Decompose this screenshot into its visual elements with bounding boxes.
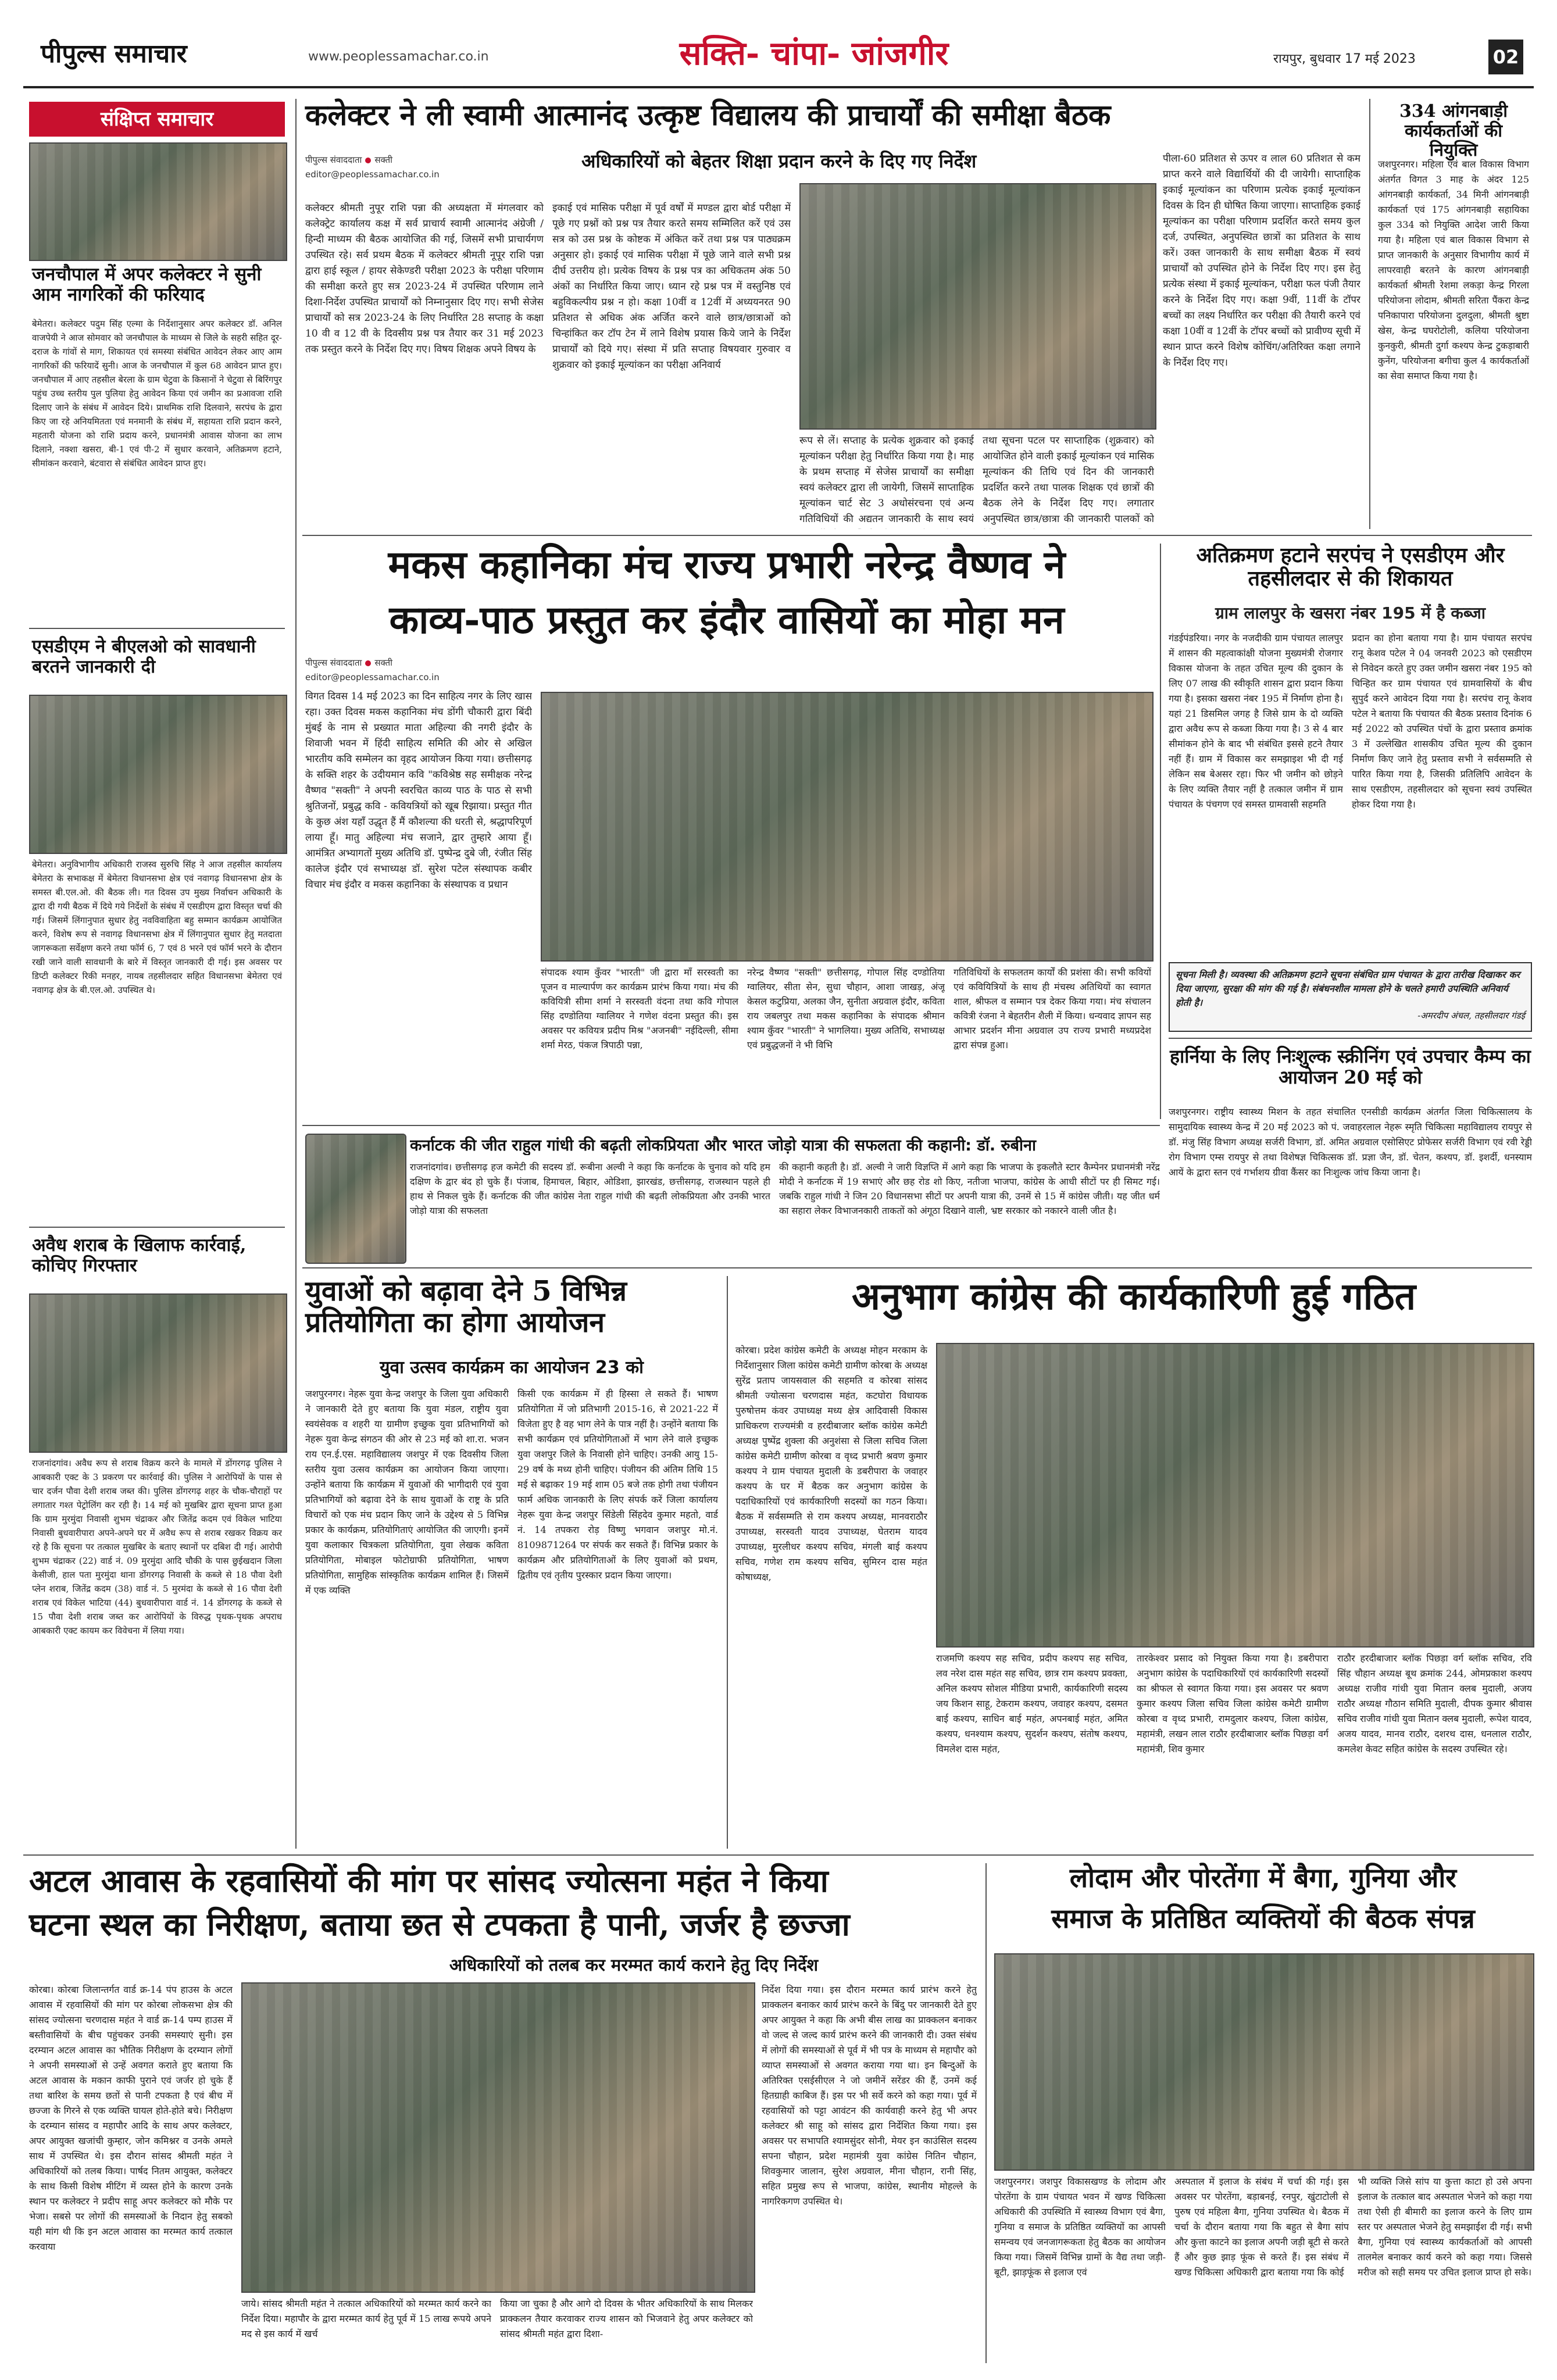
lead-col-4: तथा सूचना पटल पर साप्ताहिक (शुक्रवार) को आयोजित होने वाली इकाई मूल्यांकन एवं मासिक मूल्यांकन की तिथि एवं दिन की जानकारी प्रदर्शित करने तथा पालक शिक्षक एवं छात्रों की बैठक लेने के निर्देश दिए गए। लगातार अनुपस्थित छात्र/छात्रा की जानकारी पालकों को — [983, 435, 1154, 525]
lead-email[interactable]: editor@peoplessamachar.co.in — [305, 169, 440, 180]
congress-caption-1: राजमणि कश्यप सह सचिव, प्रदीप कश्यप सह सचिव, लव नरेश दास महंत सह सचिव, छात्र राम कश्यप प्रवक्ता, अनिल कश्यप सोशल मीडिया प्रभारी, कार्यकारिणी सदस्य जय किशन साहू, टेकराम कश्यप, जवाहर कश्यप, दसमत बाई कश्यप, साधिन बाई महंत, अपनबाई महंत, अमित कश्यप, धनश्याम कश्यप, सुदर्शन कश्यप, संतोष कश्यप, विमलेश दास महंत, — [936, 1653, 1128, 1754]
atal-photo — [241, 1982, 755, 2293]
youth-col-1: जशपुरनगर। नेहरू युवा केन्द्र जशपुर के जिला युवा अधिकारी ने जानकारी देते हुए बताया कि युवा मंडल, राष्ट्रीय युवा स्वयंसेवक व शहरी या ग्रामीण इच्छुक युवा प्रतिभागियों को नेहरू युवा केन्द्र संगठन की ओर से 23 मई को शा.रा. भजन राय एन.ई.एस. महाविद्यालय जशपुर में एक दिवसीय जिला स्तरीय युवा उत्सव कार्यक्रम का आयोजन किया जाएगा। उन्होंने बताया कि कार्यक्रम में युवाओं की भागीदारी एवं युवा प्रतिभागियों को बढ़ावा देने के साथ युवाओं के राष्ट्र के प्रति विचारों को एक मंच प्रदान किए जाने के उद्देश्य से 5 विभिन्न प्रकार के कार्यक्रम, प्रतियोगिताएं आयोजित की जाएगी। इनमें युवा कलाकार चित्रकला प्रतियोगिता, युवा लेखक कविता प्रतियोगिता, मोबाइल फोटोग्राफी प्रतियोगिता, भाषण प्रतियोगिता, सामुहिक सांस्कृतिक कार्यक्रम शामिल हैं। जिसमें में एक व्यक्ति — [305, 1388, 509, 1596]
atal-col-2: निर्देश दिया गया। इस दौरान मरम्मत कार्य प्रारंभ करने हेतु प्राक्कलन बनाकर कार्य प्रारंभ करने के बिंदु पर जानकारी देते हुए अपर आयुक्त ने कहा कि अभी बीस लाख का प्राक्कलन बनाकर वो जल्द से जल्द कार्य प्रारंभ करने की जानकारी दी। उक्त संबंध में लोगों की समस्याओं से पूर्व में भी पत्र के माध्यम से महापौर को व्याप्त समस्याओं से अवगत कराया गया था। इन बिन्दुओं के अतिरिक्त एसईसीएल ने जो जमीनें सरेंडर की हैं, उनमें कई हितग्राही काबिज हैं। इस पर भी सर्वे करने को कहा गया। पूर्व में रहवासियों को पट्टा आवंटन की कार्यवाही करने हेतु भी अपर कलेक्टर श्री साहू को सांसद द्वारा निर्देशित किया गया। इस अवसर पर सभापति श्यामसुंदर सोनी, मेयर इन काउंसिल सदस्य सपना चौहान, प्रदेश महामंत्री युवा कांग्रेस नितिन चौहान, शिवकुमार जालान, सुरेश अग्रवाल, मीना चौहान, रानी सिंह, सहित प्रमुख रूप से भाजपा, कांग्रेस, स्थानीय मोहल्ले के नागरिकगण उपस्थित थे। — [762, 1984, 977, 2207]
feature-caption-3: गतिविधियों के सफलतम कार्यों की प्रशंसा की। सभी कवियों एवं कवियित्रियों के साथ ही मंचस्थ अतिथियों का स्वागत शाल, श्रीफल व सम्मान पत्र देकर किया गया। मंच संचालन कवित्री रंजना ने बेहतरीन शैली में किया। धन्यवाद ज्ञापन सह आभार प्रदर्शन मीना अग्रवाल उप राज्य प्रभारी मध्यप्रदेश द्वारा संपन्न हुआ। — [954, 967, 1151, 1050]
karnataka-col-2: की कहानी कहती है। डॉ. अल्वी ने जारी विज्ञप्ति में आगे कहा कि भाजपा के इकलौते स्टार कैम्पेनर प्रधानमंत्री नरेंद्र मोदी ने कर्नाटक में 19 सभाएं और छह रोड शो किए, नतीजा भाजपा, कांग्रेस के आधी सीटों पर ही सिमट गई। जबकि राहुल गांधी ने जिन 20 विधानसभा सीटों पर अपनी यात्रा की, उनमें से 15 में कांग्रेस जीती। यह जीत धर्म का सहारा लेकर विभाजनकारी ताकतों को अंगूठा दिखाने वाली, भ्रष्ट सरकार को नकारने वाली जीत है। — [779, 1162, 1160, 1216]
lodam-photo — [994, 1953, 1534, 2171]
congress-caption-2: तारकेश्वर प्रसाद को नियुक्त किया गया है। डबरीपारा अनुभाग कांग्रेस के पदाधिकारियों एवं कार्यकारिणी सदस्यों का श्रीफल से स्वागत किया गया। इस अवसर पर श्रवण कुमार कश्यप जिला सचिव जिला कांग्रेस कमेटी ग्रामीण कोरबा व वृध्द प्रभारी, रामदुलार कश्यप, जिला कांग्रेस, महामंत्री, लखन लाल राठौर हरदीबाजार ब्लॉक पिछड़ा वर्ग महामंत्री, शिव कुमार — [1137, 1653, 1329, 1754]
youth-col-2: किसी एक कार्यक्रम में ही हिस्सा ले सकते हैं। भाषण प्रतियोगिता में जो प्रतिभागी 2015-16, से 2021-22 में विजेता हुए है वह भाग लेने के पात्र नहीं है। उन्होंने बताया कि सभी कार्यक्रम एवं प्रतियोगिताओं में भाग लेने वाले इच्छुक युवा जशपुर जिले के निवासी होने चाहिए। उनकी आयु 15-29 वर्ष के मध्य होनी चाहिए। पंजीयन की अंतिम तिथि 15 मई से बढ़ाकर 19 मई शाम 05 बजे तक होगी तथा पंजीयन फार्म अधिक जानकारी के लिए संपर्क करें जिला कार्यालय नेहरू युवा केन्द्र जशपुर सिंडेली सिंहदेव कुमार महतो, वार्ड नं. 14 तपकरा रोड़ विष्णु भगवान जशपुर मो.नं. 8109871264 पर संपर्क कर सकते हैं। विभिन्न प्रकार के कार्यक्रम और प्रतियोगिताओं के लिए युवाओं को प्रथम, द्वितीय एवं तृतीय पुरस्कार प्रदान किया जाएगा। — [517, 1388, 718, 1581]
lead-place: सक्ती — [374, 155, 393, 165]
masthead-logo[interactable] — [41, 35, 285, 76]
brief-photo-3 — [29, 1293, 287, 1453]
feature-headline-line2: काव्य-पाठ प्रस्तुत कर इंदौर वासियों का मोहा मन — [389, 597, 1065, 642]
feature-photo — [541, 692, 1154, 962]
lead-photo — [799, 183, 1156, 430]
brief-photo-1 — [29, 142, 287, 261]
lodam-headline-line1: लोदाम और पोरतेंगा में बैगा, गुनिया और — [1069, 1862, 1457, 1893]
lodam-headline-line2: समाज के प्रतिष्ठित व्यक्तियों की बैठक संपन्न — [1051, 1903, 1475, 1934]
website[interactable]: www.peoplessamachar.co.in — [308, 49, 489, 64]
page-number: 02 — [1488, 40, 1523, 74]
brief-2-body: बेमेतरा। अनुविभागीय अधिकारी राजस्व सुरुचि सिंह ने आज तहसील कार्यालय बेमेतरा के सभाकक्ष में बेमेतरा विधानसभा क्षेत्र एवं नवागढ़ विधानसभा क्षेत्र के समस्त बी.एल.ओ. की बैठक ली। गत दिवस उप मुख्य निर्वाचन अधिकारी के द्वारा दी गयी बैठक में दिये गये निर्देशों के संबंध में एसडीएम द्वारा विस्तृत चर्चा की गई। जिसमें लिंगानुपात सुधार हेतु नवविवाहिता बहु सम्मान कार्यक्रम आयोजित करने, विशेष रूप से नवागढ़ विधानसभा क्षेत्र में लिंगानुपात सुधार हेतु मतदाता जागरूकता सर्वेक्षण करने तथा फॉर्म 6, 7 एवं 8 भरने एवं फॉर्म भरने के दौरान रखी जाने वाली सावधानी के बारे में विस्तृत जानकारी दी गई। इस अवसर पर डिप्टी कलेक्टर रिकी मनहर, नायब तहसीलदार सहित विधानसभा बेमेतरा एवं नवागढ़ क्षेत्र के बी.एल.ओ. उपस्थित थे। — [32, 859, 282, 995]
lead-col-2: इकाई एवं मासिक परीक्षा में पूर्व वर्षों में मण्डल द्वारा बोर्ड परीक्षा में पूछे गए प्रश्नों को प्रश्न पत्र तैयार करते समय सम्मिलित करें एवं उस सत्र को उस प्रश्न के कोष्टक में अंकित करें तथा प्रश्न पत्र पाठ्यक्रम अनुसार हो। इकाई एवं मासिक परीक्षा में पूछे जाने वाले सभी प्रश्न दीर्घ उत्तरीय हो। प्रत्येक विषय के प्रश्न पत्र का अधिकतम अंक 50 अंकों का निर्धारित किया जाए। ध्यान रहे प्रश्न पत्र में वस्तुनिष्ठ एवं बहुविकल्पीय प्रश्न न हो। कक्षा 10वीं व 12वीं में अध्ययनरत 90 प्रतिशत से अधिक अंक अर्जित करने वाले छात्र/छात्राओं को चिन्हांकित कर टॉप टेन में लाने विशेष प्रयास किये जाने के निर्देश प्राचार्यों को दिये गए। संस्था में प्रति सप्ताह विषयवार गुरुवार व शुक्रवार को इकाई मूल्यांकन का परीक्षा अनिवार्य — [552, 202, 791, 371]
hernia-headline: हार्निया के लिए निःशुल्क स्क्रीनिंग एवं उपचार कैम्प का आयोजन 20 मई को — [1170, 1045, 1531, 1088]
rubina-photo — [305, 1134, 406, 1264]
brief-photo-2 — [29, 695, 287, 854]
lead-headline: कलेक्टर ने ली स्वामी आत्मानंद उत्कृष्ट विद्यालय की प्राचार्यों की समीक्षा बैठक — [305, 98, 1111, 132]
brief-news-tab: संक्षिप्त समाचार — [29, 102, 285, 137]
lodam-col-1: जशपुरनगर। जशपुर विकासखण्ड के लोदाम और पोरतेंगा के ग्राम पंचायत भवन में खण्ड चिकित्सा अधिकारी की उपस्थिति में स्वास्थ्य विभाग एवं बैगा, गुनिया व समाज के प्रतिष्ठित व्यक्तियों का आपसी समन्वय एवं जनजागरूकता हेतु बैठक का आयोजन किया गया। जिसमें विभिन्न ग्रामों के वैद्य तथा जड़ी-बूटी, झाड़फूंक से इलाज एवं — [994, 2176, 1166, 2278]
header-rule — [23, 86, 1534, 88]
lodam-col-3: भी व्यक्ति जिसे सांप या कुत्ता काटा हो उसे अपना इलाज के तत्काल बाद अस्पताल भेजने को कहा गया तथा ऐसी ही बीमारी का इलाज करने के लिए ग्राम स्तर पर अस्पताल भेजने हेतु समझाईश दी गई। सभी बैगा, गुनिया एवं स्वास्थ्य कार्यकर्ताओं को आपसी तालमेल बनाकर कार्य करने को कहा गया। जिससे मरीज को सही समय पर उचित इलाज प्राप्त हो सके। — [1358, 2176, 1532, 2278]
encroach-subhead: ग्राम लालपुर के खसरा नंबर 195 में है कब्जा — [1215, 603, 1485, 623]
brief-3-body: राजनांदगांव। अवैध रूप से शराब विक्रय करने के मामले में डोंगरगढ़ पुलिस ने आबकारी एक्ट के 3 प्रकरण पर कार्रवाई की। पुलिस ने आरोपियों के पास से चार दर्जन पौवा देशी शराब जब्त की। पुलिस डोंगरगढ़ शहर के चौक-चौराहों पर लगातार गश्त पेट्रोलिंग कर रही है। 14 मई को मुखबिर द्वारा सूचना प्राप्त हुआ कि ग्राम मुरमुंदा निवासी शुभम चंद्राकर और जितेंद्र कदम एवं विकेल भाटिया निवासी बुधवारीपारा अपने-अपने घर में अवैध रूप से शराब रखकर विक्रय कर रहे है कि सूचना पर तत्काल मुखबिर के बताए स्थानों पर दबिश दी गई। आरोपी शुभम चंद्राकर (22) वार्ड नं. 09 मुरमुंदा आदि चौकी के पास छुईखदान जिला केसीजी, हाल पता मुरमुंदा थाना डोंगरगढ़ निवासी के कब्जे से 18 पौवा देशी प्लेन शराब, जितेंद्र कदम (38) वार्ड नं. 5 मुरमंदा के कब्जे से 16 पौवा देशी शराब एवं विकेल भाटिया (44) बुधवारीपारा वार्ड नं. 14 डोंगरगढ़ के कब्जे से 15 पौवा देशी शराब जब्त कर आरोपियों के विरुद्ध पृथक-पृथक अपराध आबकारी एक्ट कायम कर विवेचना में लिया गया। — [32, 1458, 282, 1636]
section-title: सक्ति- चांपा- जांजगीर — [679, 34, 949, 73]
logo-text: पीपुल्स समाचार — [41, 39, 187, 69]
lead-subhead: अधिकारियों को बेहतर शिक्षा प्रदान करने के दिए गए निर्देश — [581, 150, 977, 172]
lead-byline-block — [305, 154, 561, 180]
atal-headline-line2: घटना स्थल का निरीक्षण, बताया छत से टपकता है पानी, जर्जर है छज्जा — [29, 1906, 850, 1943]
tehsildar-note-sign: -अमरदीप अंचल, तहसीलदार गंडई — [1417, 1010, 1525, 1021]
feature-byline: पीपुल्स संवाददाता — [305, 657, 362, 668]
youth-headline: युवाओं को बढ़ावा देने 5 विभिन्न प्रतियोगिता का होगा आयोजन — [305, 1275, 627, 1339]
brief-1-body: बेमेतरा। कलेक्टर पदुम सिंह एल्मा के निर्देशानुसार अपर कलेक्टर डॉ. अनिल वाजपेयी ने आज सोमवार को जनचौपाल के माध्यम से जिले के सहरी सहित दूर-दराज के गांवों से माग, शिकायत एवं समस्या संबंधित आवेदन लेकर आए आम नागरिकों की फरियादें सुनी। आज के जनचौपाल में कुल 68 आवेदन प्राप्त हुए। जनचौपाल में आए तहसील बेरला के ग्राम चेटुवा के किसानों ने चेटुवा से बिरिंगपुर पहुंच उच्च स्तरीय पुल पुलिया हेतु आवेदन किया एवं जमीन का प्रआवजा राशि दिलाए जाने के संबंध में आवेदन दिये। प्राथमिक राशि दिलवाने, सरपंच के द्वारा किए जा रहे अनियमितता एवं मनमानी के संबंध में, सहायता राशि प्रदान करने, महतारी योजना को राशि प्रदाय करने, प्रधानमंत्री आवास योजना का लाभ दिलाने, नक्शा खसरा, बी-1 एवं पी-2 में सुधार करवाने, अतिक्रमण हटाने, सीमांकन करवाने, बंटवारा से संबंधित आवेदन प्राप्त हुए। — [32, 319, 282, 469]
feature-email[interactable]: editor@peoplessamachar.co.in — [305, 672, 440, 682]
anganbadi-body: जशपुरनगर। महिला एवं बाल विकास विभाग अंतर्गत विगत 3 माह के अंदर 125 आंगनबाड़ी कार्यकर्ता, 34 मिनी आंगनबाड़ी कार्यकर्ता एवं 175 आंगनबाड़ी सहायिका कुल 334 को नियुक्ति आदेश जारी किया गया है। महिला एवं बाल विकास विभाग से प्राप्त जानकारी के अनुसार विभागीय कार्य में लापरवाही बरतने के कारण आंगनबाड़ी कार्यकर्ता श्रीमती रेशमा लकड़ा केन्द्र गिरला परियोजना लोदाम, श्रीमती सरिता पैंकरा केन्द्र पनिकापारा परियोजना दुलदुला, श्रीमती श्रुष्टा खेस, केन्द्र घघरोटोली, कलिया परियोजना कुनकुरी, श्रीमती दुर्गा कश्यप केन्द्र टुकड़ाबारी कुनेंग, परियोजना बगीचा कुल 4 कार्यकर्ताओं का सेवा समाप्त किया गया है। — [1378, 159, 1529, 381]
atal-subhead: अधिकारियों को तलब कर मरम्मत कार्य कराने हेतु दिए निर्देश — [449, 1955, 819, 1975]
congress-headline: अनुभाग कांग्रेस की कार्यकारिणी हुई गठित — [851, 1275, 1416, 1318]
tehsildar-note-text: सूचना मिली है। व्यवस्था की अतिक्रमण हटाने सूचना संबंधित ग्राम पंचायत के द्वारा तारीख दिखाकर कर दिया जाएगा, सुरक्षा की मांग की गई है। संबंधनशील मामला होने के चलते हमारी उपस्थिति अनिवार्य होती है। — [1176, 969, 1520, 1008]
lead-col-3: रूप से लें। सप्ताह के प्रत्येक शुक्रवार को इकाई मूल्यांकन परीक्षा हेतु निर्धारित किया गया है। माह के प्रथम सप्ताह में सेजेस प्राचार्यों का समीक्षा स्वयं कलेक्टर द्वारा ली जायेगी, जिसमें साप्ताहिक मूल्यांकन चार्ट सेट 3 अधोसंरचना एवं अन्य गतिविधियों की अद्यतन जानकारी के साथ स्वयं — [799, 435, 974, 525]
feature-headline-line1: मकस कहानिका मंच राज्य प्रभारी नरेन्द्र वैष्णव ने — [388, 542, 1066, 587]
lead-byline: पीपुल्स संवाददाता — [305, 155, 362, 165]
brief-3-headline: अवैध शराब के खिलाफ कार्रवाई, कोचिए गिरफ्तार — [32, 1235, 247, 1276]
feature-caption-2: नरेन्द्र वैष्णव "सक्ती" छत्तीसगढ़, गोपाल सिंह दण्डोतिया ग्वालियर, सीता सेन, सुधा चौहान, आशा जाखड़, अंजू केसल कटुप्रिया, अलका जैन, सुनीता अग्रवाल इंदौर, कविता राय जबलपुर तथा मकस कहानिका के संपादक श्रीमान श्याम कुँवर "भारती" ने भागलिया। मुख्य अतिथि, सभाध्यक्ष एवं प्रबुद्धजनों ने भी विभि — [747, 967, 945, 1050]
lead-col-1: कलेक्टर श्रीमती नुपूर राशि पन्ना की अध्यक्षता में मंगलवार को कलेक्ट्रेट कार्यालय कक्ष में सर्व प्राचार्य स्वामी आत्मानंद अंग्रेजी / हिन्दी माध्यम की बैठक आयोजित की गई, जिसमें सभी प्राचार्यगण उपस्थित रहे। सर्व प्रथम बैठक में कलेक्टर श्रीमती नूपूर राशि पन्ना द्वारा हाई स्कूल / हायर सेकेण्डरी परीक्षा 2023 के परीक्षा परिणाम की समीक्षा करते हुए सत्र 2023-24 में उपस्थित परिणाम लाने दिशा-निर्देश उपस्थित प्राचार्यों को निम्नानुसार दिए गए। सभी सेजेस प्राचार्यों को सत्र 2023-24 के लिए निर्धारित 28 सप्ताह के कक्षा 10 वी व 12 वी के दिवसीय प्रश्न पत्र तैयार कर 31 मई 2023 तक प्रस्तुत करने के निर्देश दिए गए। विषय शिक्षक अपने विषय के — [305, 202, 544, 355]
encroach-headline: अतिक्रमण हटाने सरपंच ने एसडीएम और तहसीलदार से की शिकायत — [1196, 543, 1505, 591]
congress-caption-3: राठौर हरदीबाजार ब्लॉक पिछड़ा वर्ग ब्लॉक सचिव, रवि सिंह चौहान अध्यक्ष बूथ क्रमांक 244, ओमप्रकाश कश्यप अध्यक्ष राजीव गांधी युवा मितान क्लब मुदाली, अजय राठौर अध्यक्ष गौठान समिति मुदाली, दीपक कुमार श्रीवास सचिव राजीव गांधी युवा मितान क्लब मुदाली, रूपेश यादव, अजय यादव, मानव राठौर, दशरथ दास, धनलाल राठौर, कमलेश केवट सहित कांग्रेस के सदस्य उपस्थित रहे। — [1337, 1653, 1532, 1754]
atal-caption-2: किया जा चुका है और आगे दो दिवस के भीतर अधिकारियों के साथ मिलकर प्राक्कलन तैयार करवाकर राज्य शासन को भिजवाने हेतु अपर कलेक्टर को सांसद श्रीमती महंत द्वारा दिशा- — [500, 2298, 753, 2339]
anganbadi-headline: 334 आंगनबाड़ी कार्यकर्ताओं की नियुक्ति — [1399, 101, 1508, 161]
congress-photo — [936, 1343, 1534, 1648]
tehsildar-note — [1169, 962, 1532, 1032]
karnataka-col-1: राजनांदगांव। छत्तीसगढ़ हज कमेटी की सदस्य डॉ. रूबीना अल्वी ने कहा कि कर्नाटक के चुनाव को यदि हम दक्षिण के द्वार बंद हो चुके हैं। पंजाब, हिमाचल, बिहार, ओडिशा, झारखंड, छत्तीसगढ़, राजस्थान पहले ही हाथ से निकल चुके हैं। कर्नाटक की जीत कांग्रेस नेता राहुल गांधी की बढ़ती लोकप्रियता और उनकी भारत जोड़ो यात्रा की सफलता — [410, 1162, 770, 1216]
congress-col-1: कोरबा। प्रदेश कांग्रेस कमेटी के अध्यक्ष मोहन मरकाम के निर्देशानुसार जिला कांग्रेस कमेटी ग्रामीण कोरबा के अध्यक्ष सुरेंद्र प्रताप जायसवाल की सहमति व कोरबा सांसद श्रीमती ज्योत्सना चरणदास महंत, कटघोरा विधायक पुरुषोत्तम कंवर उपाध्यक्ष मध्य क्षेत्र आदिवासी विकास प्राधिकरण राज्यमंत्री व हरदीबाजार ब्लॉक कांग्रेस कमेटी अध्यक्ष पुष्पेंद्र शुक्ला की अनुशंसा से जिला सचिव जिला कांग्रेस कमेटी ग्रामीण कोरबा व वृध्द प्रभारी श्रवण कुमार कश्यप ने ग्राम पंचायत मुदाली के डबरीपारा के जवाहर कश्यप के घर में बैठक कर अनुभाग कांग्रेस के पदाधिकारियों एवं कार्यकारिणी सदस्यों का गठन किया। बैठक में सर्वसम्मति से राम कश्यप अध्यक्ष, मानवराठौर उपाध्यक्ष, सरस्वती यादव उपाध्यक्ष, घेतराम यादव उपाध्यक्ष, मुरलीधर कश्यप सचिव, मंगली बाई कश्यप सचिव, गणेश राम कश्यप सचिव, सुमिरन दास महंत कोषाध्यक्ष, — [735, 1345, 927, 1582]
feature-col-1: विगत दिवस 14 मई 2023 का दिन साहित्य नगर के लिए खास रहा। उक्त दिवस मकस कहानिका मंच डोंगी चौकारी द्वारा बिंदी मुंबई के नाम से प्रख्यात माता अहिल्या की नगरी इंदौर के शिवाजी भवन में हिंदी साहित्य समिति की ओर से अखिल भारतीय कवि सम्मेलन का वृहद आयोजन किया गया। छत्तीसगढ़ के सक्ति शहर के उदीयमान कवि "कविश्रेष्ठ सह समीक्षक नरेन्द्र वैष्णव "सक्ती" ने अपनी स्वरचित काव्य पाठ के पाठ से सभी श्रुतिजनों, प्रबुद्ध कवि - कवियत्रियों को खूब रिझाया। प्रस्तुत गीत के कुछ अंश यहाँ उद्धृत हैं मैं कौशल्या की धरती से, श्रद्धापरिपूर्ण लाया हूँ। मातु अहिल्या मंच सजाने, द्वार तुम्हारे आया हूँ। आमंत्रित अभ्यागतों मुख्य अतिथि डॉ. पुष्पेन्द्र दुबे जी, रंजीत सिंह कालेज इंदौर एवं सभाध्यक्ष डॉ. सुरेश पटेल संस्थापक कबीर विचार मंच इंदौर व मकस कहानिका के संस्थापक व प्रधान — [305, 691, 532, 891]
encroach-col-2: प्रदान का होना बताया गया है। ग्राम पंचायत सरपंच रानू केशव पटेल ने 04 जनवरी 2023 को एसडीएम से निवेदन करते हुए उक्त जमीन खसरा नंबर 195 को चिन्हित कर ग्राम पंचायत एवं ग्रामवासियों के बीच सुपुर्द करने आवेदन दिया गया है। सरपंच रानू केशव पटेल ने बताया कि पंचायत की बैठक प्रस्ताव दिनांक 6 मई 2022 को उपस्थित पंचों के द्वारा प्रस्ताव क्रमांक 3 में उल्लेखित शासकीय उचित मूल्य की दुकान निर्माण किए जाने हेतु प्रस्ताव सभी ने सर्वसम्मति से पारित किया गया है, जिसकी प्रतिलिपि आवेदन के साथ एसडीएम, तहसीलदार को सूचना स्वयं उपस्थित होकर दिया गया है। — [1352, 632, 1532, 810]
brief-2-headline: एसडीएम ने बीएलओ को सावधानी बरतने जानकारी दी — [32, 636, 256, 677]
feature-place: सक्ती — [374, 657, 393, 668]
atal-headline-line1: अटल आवास के रहवासियों की मांग पर सांसद ज्योत्सना महंत ने किया — [29, 1862, 829, 1899]
atal-caption-1: जाये। सांसद श्रीमती महंत ने तत्काल अधिकारियों को मरम्मत कार्य करने का निर्देश दिया। महापौर के द्वारा मरम्मत कार्य हेतु पूर्व में 15 लाख रूपये अपने मद से इस कार्य में खर्च — [241, 2298, 491, 2339]
dateline: रायपुर, बुधवार 17 मई 2023 — [1273, 52, 1416, 66]
hernia-body: जशपुरनगर। राष्ट्रीय स्वास्थ्य मिशन के तहत संचालित एनसीडी कार्यक्रम अंतर्गत जिला चिकित्सालय के सामुदायिक स्वास्थ्य केन्द्र में 20 मई 2023 को पं. जवाहरलाल नेहरू स्मृति चिकित्सा महाविद्यालय रायपुर से डॉ. मंजु सिंह विभाग अध्यक्ष सर्जरी विभाग, डॉ. अमित अग्रवाल एसोसिएट प्रोफेसर सर्जरी विभाग एवं रवी रेड्डी रोग विभाग एम्स रायपुर से तथा विशेषज्ञ चिकित्सक डॉ. प्रज्ञा जैन, डॉ. चेतन, कश्यप, डॉ. इशर्दी, धनस्याम आयें के द्वारा स्तन एवं गर्भाशय ग्रीवा कैंसर का निःशुल्क जांच किया जाना है। — [1169, 1106, 1532, 1178]
atal-col-1: कोरबा। कोरबा जिलान्तर्गत वार्ड क्र-14 पंप हाउस के अटल आवास में रहवासियों की मांग पर कोरबा लोकसभा क्षेत्र की सांसद ज्योत्सना चरणदास महंत ने वार्ड क्र-14 पम्प हाउस में बस्तीवासियों के बीच पहुंचकर उनकी समस्याएं सुनी। इस दरम्यान अटल आवास का भौतिक निरीक्षण के दरम्यान लोगों ने अपनी समस्याओं से उन्हें अवगत कराते हुए बताया कि अटल आवास के मकान काफी पुराने एवं जर्जर हो चुके हैं तथा बारिश के समय छतों से पानी टपकता है एवं बीच में छज्जा के गिरने से एक व्यक्ति घायल होते-होते बचे। निरीक्षण के दरम्यान सांसद व महापौर आदि के साथ अपर कलेक्टर, अपर आयुक्त खजांची कुम्हार, जोन कमिश्नर व उनके अमले साथ में उपस्थित थे। इस दौरान सांसद श्रीमती महंत ने अधिकारियों को तलब किया। पार्षद नितम आयुक्त, कलेक्टर के साथ किसी विशेष मीटिंग में व्यस्त होने के कारण उनके स्थान पर कलेक्टर ने प्रदीप साहू अपर कलेक्टर को मौके पर भेजा। सबसे पर लोगों की समस्याओं के निदान हेतु सबको यही मांग थी कि इन अटल आवास का मरम्मत कार्य तत्काल करवाया — [29, 1984, 233, 2252]
youth-subhead: युवा उत्सव कार्यक्रम का आयोजन 23 को — [380, 1357, 644, 1378]
lodam-col-2: अस्पताल में इलाज के संबंध में चर्चा की गई। इस अवसर पर पोरतेंगा, बड़ाबनई, रनपुर, खुंटाटोली से पुरुष एवं महिला बैगा, गुनिया उपस्थित थे। बैठक में चर्चा के दौरान बताया गया कि बहुत से बैगा सांप और कुत्ता काटने का इलाज अपनी जड़ी बूटी से करते हैं और कुछ झाड़ फूंक से करते हैं। इस संबंध में खण्ड चिकित्सा अधिकारी द्वारा बताया गया कि कोई — [1174, 2176, 1349, 2278]
encroach-col-1: गंडईपंडरिया। नगर के नजदीकी ग्राम पंचायत लालपुर में शासन की महत्वाकांक्षी योजना मुख्यमंत्री रोजगार विकास योजना के तहत उचित मूल्य की दुकान के लिए 07 लाख की स्वीकृति शासन द्वारा प्रदान किया गया है। इसका खसरा नंबर 195 में निर्माण होना है। यहां 21 डिसमिल जगह है जिसे ग्राम के दो व्यक्ति द्वारा अवैध रूप से कब्जा किया गया है। 3 से 4 बार सीमांकन होने के बाद भी संबंधित इससे हटने तैयार नहीं हैं। ग्राम में विकास कर समझाइश भी दी गई लेकिन सब बेअसर रहा। फिर भी जमीन को छोड़ने के लिए व्यक्ति तैयार नहीं है तत्काल जमीन में ग्राम पंचायत के पंचगण एवं समस्त ग्रामवासी सहमति — [1169, 632, 1343, 810]
feature-byline-block — [305, 657, 578, 682]
brief-1-headline: जनचौपाल में अपर कलेक्टर ने सुनी आम नागरिकों की फरियाद — [32, 264, 262, 305]
feature-caption-1: संपादक श्याम कुँवर "भारती" जी द्वारा माँ सरस्वती का पूजन व माल्यार्पण कर कार्यक्रम प्रारंभ किया गया। मंच की कवियित्री सीमा शर्मा ने सरस्वती वंदना तथा कवि गोपाल सिंह दण्डोतिया ग्वालियर ने गणेश वंदना प्रस्तुत की। इस अवसर पर कवियत्र प्रदीप मिश्र "अजनबी" नईदिल्ली, सीमा शर्मा मेरठ, पंकज त्रिपाठी पन्ना, — [541, 967, 738, 1050]
lead-col-5: पीला-60 प्रतिशत से ऊपर व लाल 60 प्रतिशत से कम प्राप्त करने वाले विद्यार्थियों की दी जायेगी। साप्ताहिक इकाई मूल्यांकन का परिणाम प्रत्येक इकाई मूल्यांकन दिवस के दिन ही घोषित किया जाएगा। साप्ताहिक इकाई मूल्यांकन का परीक्षा परिणाम प्रदर्शित करते समय कुल दर्ज, उपस्थित, अनुपस्थित छात्रों का प्रतिशत के साथ करें। उक्त जानकारी के साथ समीक्षा बैठक में स्वयं प्राचार्यों को उपस्थित होने के निर्देश दिए गए। इस हेतु प्रत्येक संस्था में इकाई मूल्यांकन, परीक्षा फल पंजी तैयार करने के निर्देश दिए गए। कक्षा 9वीं, 11वीं के टॉपर बच्चों का लक्ष्य निर्धारित कर परीक्षा की तैयारी करने एवं कक्षा 10वीं व 12वीं के टॉपर बच्चों को प्रावीण्य सूची में स्थान प्राप्त करने विशेष कोचिंग/अतिरिक्त कक्षा लगाने के निर्देश दिए गए। — [1163, 153, 1360, 369]
karnataka-headline: कर्नाटक की जीत राहुल गांधी की बढ़ती लोकप्रियता और भारत जोड़ो यात्रा की सफलता की कहानी: डॉ. रुबीना — [410, 1137, 1037, 1155]
